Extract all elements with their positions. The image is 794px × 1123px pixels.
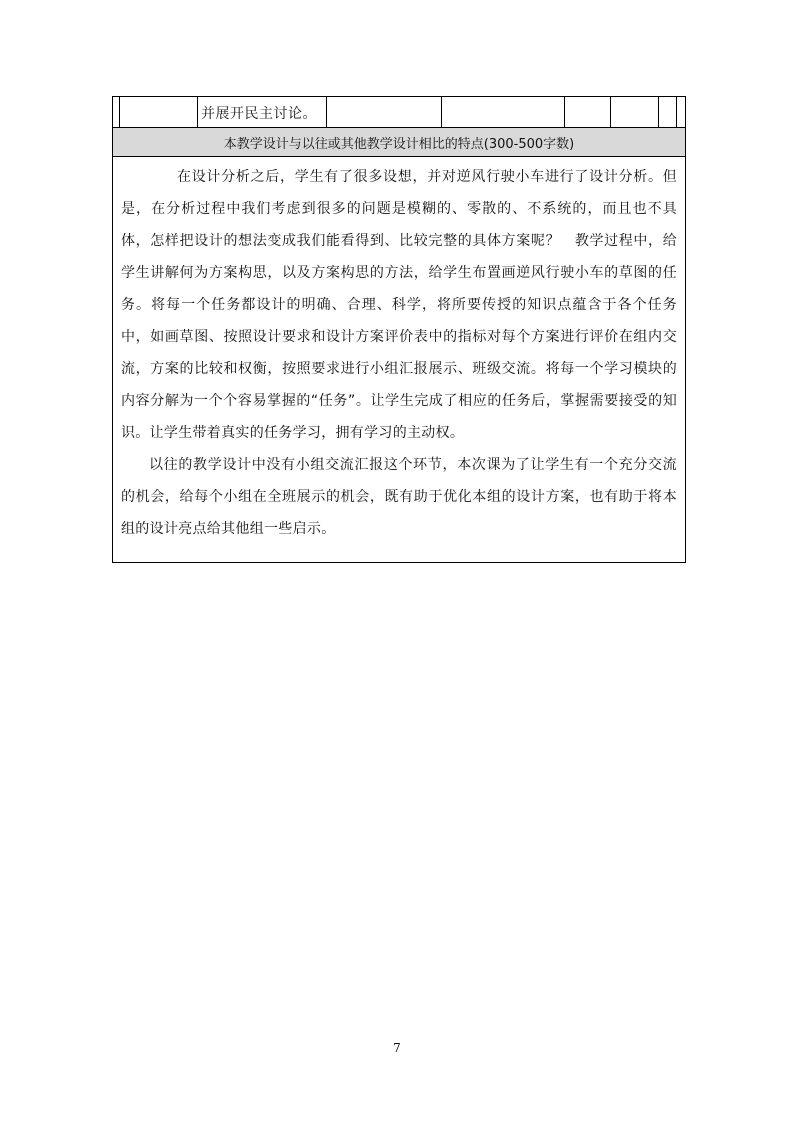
body-paragraph: 在设计分析之后，学生有了很多设想，并对逆风行驶小车进行了设计分析。但是，在分析过程中我们考虑到很多的问题是模糊的、零散的、不系统的，而且也不具体，怎样把设计的想法变成我们能看得到、比较完整的具体方案呢？ 教学过程中，给学生讲解何为方案构思，以及方案构思的方法，给学生布置画逆风行驶小车的草图的任务。将每一个任务都设计的明确、合理、科学，将所要传授的知识点蕴含于各个任务中，如画草图、按照设计要求和设计方案评价表中的指标对每个方案进行评价在组内交流，方案的比较和权衡，按照要求进行小组汇报展示、班级交流。将每一个学习模块的内容分解为一个个容易掌握的“任务”。让学生完成了相应的任务后，掌握需要接受的知识。让学生带着真实的任务学习，拥有学习的主动权。 [121,169,677,441]
column-divider [658,97,659,127]
document-table [112,96,686,563]
section-header [112,127,686,157]
column-divider [326,97,327,127]
section-header-label: 本教学设计与以往或其他教学设计相比的特点(300-500字数) [223,136,575,152]
column-divider [119,97,120,127]
column-divider [564,97,565,127]
page-number: 7 [393,1041,401,1055]
body-paragraph: 以往的教学设计中没有小组交流汇报这个环节，本次课为了让学生有一个充分交流的机会，给每个小组在全班展示的机会，既有助于优化本组的设计方案，也有助于将本组的设计亮点给其他组一些启示。 [121,457,677,537]
column-divider [676,97,677,127]
table-row-continuation [112,96,686,127]
column-divider [441,97,442,127]
column-divider [610,97,611,127]
section-body [112,157,686,563]
table-cell-text: 并展开民主讨论。 [201,106,317,122]
column-divider [197,97,198,127]
